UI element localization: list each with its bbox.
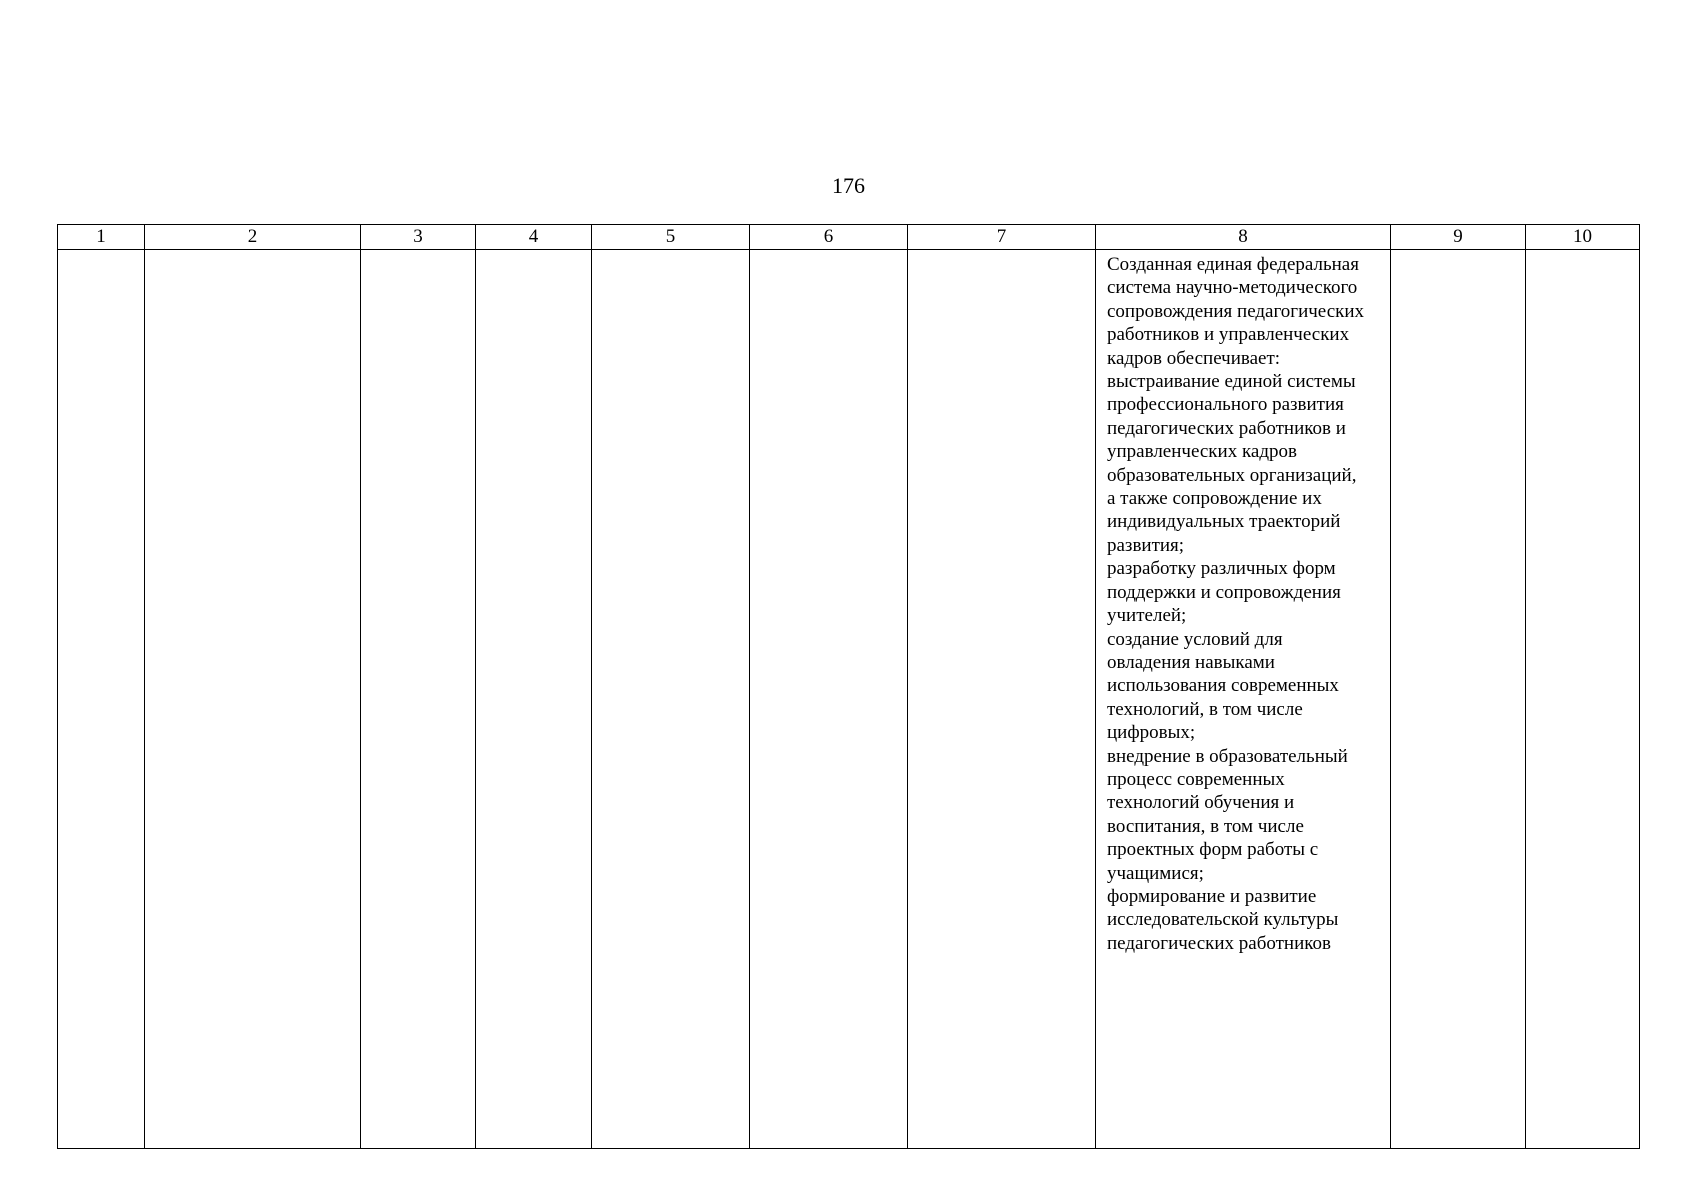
column-header-2: 2 [145, 225, 361, 250]
text-line: учителей; [1107, 605, 1187, 627]
page-number: 176 [832, 173, 865, 198]
text-line: развития; [1107, 534, 1185, 556]
text-line: система научно-методического [1107, 277, 1358, 299]
text-line: создание условий для [1107, 628, 1283, 650]
text-line: выстраивание единой системы [1107, 371, 1356, 393]
column-header-4: 4 [476, 225, 592, 250]
text-line: разработку различных форм [1107, 558, 1336, 580]
text-line: использования современных [1107, 675, 1339, 697]
table-cell-col5 [592, 250, 750, 1149]
text-line: формирование и развитие [1107, 885, 1317, 907]
column-header-5: 5 [592, 225, 750, 250]
text-line: овладения навыками [1107, 651, 1275, 673]
table-cell-col1 [58, 250, 145, 1149]
table-header-row [58, 225, 1640, 250]
text-line: педагогических работников [1107, 932, 1332, 954]
table-cell-col4 [476, 250, 592, 1149]
table-cell-col3 [361, 250, 476, 1149]
text-line: воспитания, в том числе [1107, 815, 1304, 837]
column-header-8: 8 [1096, 225, 1391, 250]
text-line: внедрение в образовательный [1107, 745, 1348, 767]
column-header-6: 6 [750, 225, 908, 250]
text-line: профессионального развития [1107, 394, 1344, 416]
table-cell-col10 [1526, 250, 1640, 1149]
text-line: работников и управленческих [1107, 324, 1350, 346]
text-line: технологий, в том числе [1107, 698, 1303, 720]
text-line: образовательных организаций, [1107, 464, 1357, 486]
column-header-3: 3 [361, 225, 476, 250]
text-line: а также сопровождение их [1107, 488, 1322, 510]
text-line: поддержки и сопровождения [1107, 581, 1341, 603]
column-header-9: 9 [1391, 225, 1526, 250]
text-line: сопровождения педагогических [1107, 300, 1365, 322]
column-header-1: 1 [58, 225, 145, 250]
column-header-10: 10 [1526, 225, 1640, 250]
text-line: технологий обучения и [1107, 792, 1295, 814]
text-line: проектных форм работы с [1107, 839, 1319, 861]
text-line: исследовательской культуры [1107, 909, 1339, 931]
table-cell-col2 [145, 250, 361, 1149]
text-line: индивидуальных траекторий [1107, 511, 1341, 533]
text-line: управленческих кадров [1107, 441, 1297, 463]
text-line: педагогических работников и [1107, 417, 1346, 439]
table-cell-col9 [1391, 250, 1526, 1149]
text-line: цифровых; [1107, 722, 1196, 744]
table-cell-col7 [908, 250, 1096, 1149]
table-cell-col6 [750, 250, 908, 1149]
table-row [58, 250, 1640, 1149]
column-header-7: 7 [908, 225, 1096, 250]
cell-col8-text [1096, 250, 1390, 955]
text-line: Созданная единая федеральная [1107, 254, 1359, 275]
text-line: кадров обеспечивает: [1107, 347, 1281, 369]
table-cell-col8 [1096, 250, 1391, 1149]
text-line: процесс современных [1107, 768, 1285, 790]
document-table [57, 224, 1640, 1149]
text-line: учащимися; [1107, 862, 1204, 884]
